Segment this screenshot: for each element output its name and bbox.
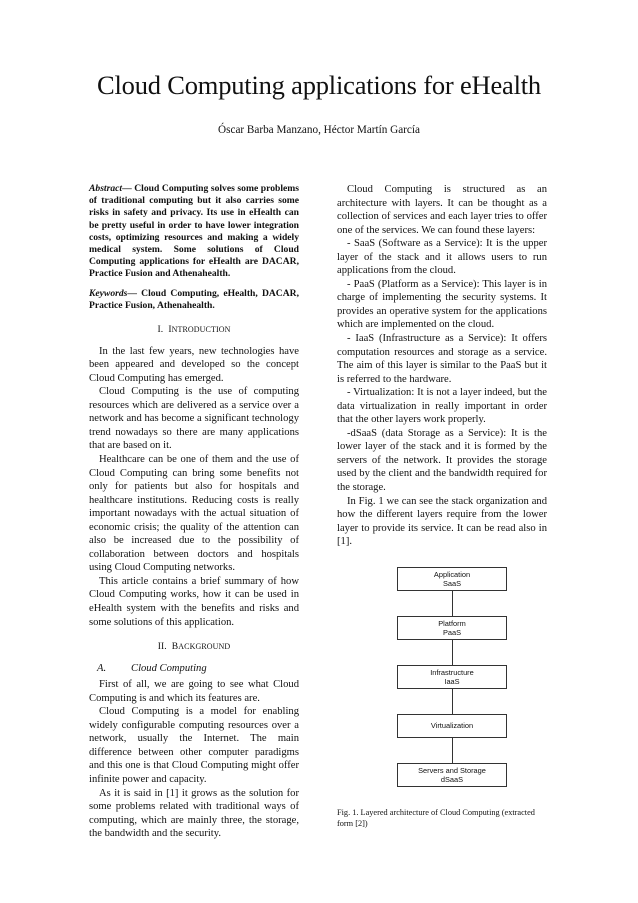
abstract bbox=[89, 183, 299, 281]
section-rest: NTRODUCTION bbox=[171, 325, 231, 335]
section-heading-background bbox=[89, 640, 299, 654]
layer-stack-figure bbox=[397, 567, 507, 787]
section-number: I. bbox=[157, 324, 164, 336]
layer-abbrev: IaaS bbox=[444, 676, 460, 686]
layer-abbrev: dSaaS bbox=[440, 774, 464, 784]
paragraph: Cloud Computing is the use of computing resources which are delivered as a service over a network and has become a significant technology trend nowadays so there are many applications that are based on it. bbox=[89, 386, 299, 452]
connector-line bbox=[452, 640, 453, 665]
paragraph: As it is said in [1] it grows as the solution for some problems related with traditional ways of computing, which are mainly three, the storage, the bandwidth and the security. bbox=[89, 787, 299, 840]
layer-dsaas bbox=[397, 763, 507, 787]
paragraph: Cloud Computing is structured as an architecture with layers. It can be thought as a collection of services and each layer tries to offer one of the services. We can found these layers: bbox=[337, 184, 547, 236]
paragraph: This article contains a brief summary of how Cloud Computing works, how it can be used in eHealth system with the benefits and risks and some solutions of this application. bbox=[89, 575, 299, 628]
section-rest: ACKGROUND bbox=[178, 642, 231, 652]
layer-iaas bbox=[397, 665, 507, 689]
layer-paas bbox=[397, 616, 507, 640]
paragraph: - IaaS (Infrastructure as a Service): It offers computation resources and storage as a service. The aim of this layer is similar to the PaaS but it is referred to the hardware. bbox=[337, 333, 547, 385]
paragraph: Cloud Computing is a model for enabling widely configurable computing resources over a network, usually the Internet. The main difference between other computer paradigms and this one is that Cloud Computing might offer infinite power and capacity. bbox=[89, 706, 299, 785]
paragraph: In the last few years, new technologies have been appeared and developed so the concept Cloud Computing has emerged. bbox=[89, 345, 299, 384]
abstract-lead: Abstract bbox=[89, 183, 123, 194]
subsection-number: A. bbox=[97, 662, 107, 674]
layer-abbrev: PaaS bbox=[442, 627, 462, 637]
abstract-text: — Cloud Computing solves some problems of traditional computing but it also carries some risks in safety and privacy. Its use in eHealth can be pretty useful in order to have lower integration costs, optimizing resources and making a widely medical system. Some solutions of Cloud Computing applications for eHealth are DACAR, Practice Fusion and Athenahealth. bbox=[89, 183, 299, 280]
connector-line bbox=[452, 689, 453, 714]
keywords-lead: Keywords bbox=[89, 287, 128, 299]
paragraph: -dSaaS (data Storage as a Service): It is the lower layer of the stack and it is formed by the servers of the network. It provides the storage used by the client and the bandwidth required for the storage. bbox=[337, 427, 547, 494]
figure-caption: Fig. 1. Layered architecture of Cloud Computing (extracted form [2]) bbox=[337, 807, 535, 828]
paragraph: - SaaS (Software as a Service): It is the upper layer of the stack and it allows users to run applications from the cloud. bbox=[337, 238, 547, 277]
layer-abbrev: SaaS bbox=[442, 578, 462, 588]
right-column bbox=[337, 183, 547, 837]
layer-name: Application bbox=[433, 569, 471, 579]
section-number: II. bbox=[157, 641, 167, 653]
layer-name: Servers and Storage bbox=[418, 765, 486, 775]
left-column bbox=[89, 183, 299, 841]
paragraph: First of all, we are going to see what Cloud Computing is and which its features are. bbox=[89, 679, 299, 704]
connector-line bbox=[452, 591, 453, 616]
layer-name: Infrastructure bbox=[430, 667, 474, 677]
section-initial: B bbox=[171, 641, 179, 653]
layer-virtualization bbox=[397, 714, 507, 738]
keywords-text: — Cloud Computing, eHealth, DACAR, Practice Fusion, Athenahealth. bbox=[89, 287, 299, 311]
subsection-heading bbox=[89, 662, 299, 676]
paragraph: - Virtualization: It is not a layer indeed, but the data virtualization in really important in order that the other layers work properly. bbox=[337, 387, 547, 426]
paragraph: - PaaS (Platform as a Service): This layer is in charge of implementing the security systems. It provides an operative system for the applications which are implemented on the cloud. bbox=[337, 278, 547, 331]
section-heading-introduction bbox=[89, 323, 299, 337]
keywords bbox=[89, 288, 299, 312]
subsection-title: Cloud Computing bbox=[131, 662, 207, 674]
authors: Óscar Barba Manzano, Héctor Martín García bbox=[218, 124, 420, 136]
paper-title: Cloud Computing applications for eHealth bbox=[97, 70, 541, 100]
section-initial: I bbox=[168, 324, 172, 336]
connector-line bbox=[452, 738, 453, 763]
paragraph: In Fig. 1 we can see the stack organization and how the different layers require from the lower layer to provide its service. It can be read also in [1]. bbox=[337, 495, 547, 548]
layer-name: Virtualization bbox=[430, 721, 474, 731]
layer-name: Platform bbox=[438, 618, 466, 628]
paragraph: Healthcare can be one of them and the use of Cloud Computing can bring some benefits not only for patients but also for hospitals and healthcare institutions. Reducing costs is really important nowadays with the actual situation of economic crisis; the quality of the attention can also be increased due to the possibility of collaboration between doctors and hospitals using Cloud Computing networks. bbox=[89, 453, 299, 574]
layer-saas bbox=[397, 567, 507, 591]
